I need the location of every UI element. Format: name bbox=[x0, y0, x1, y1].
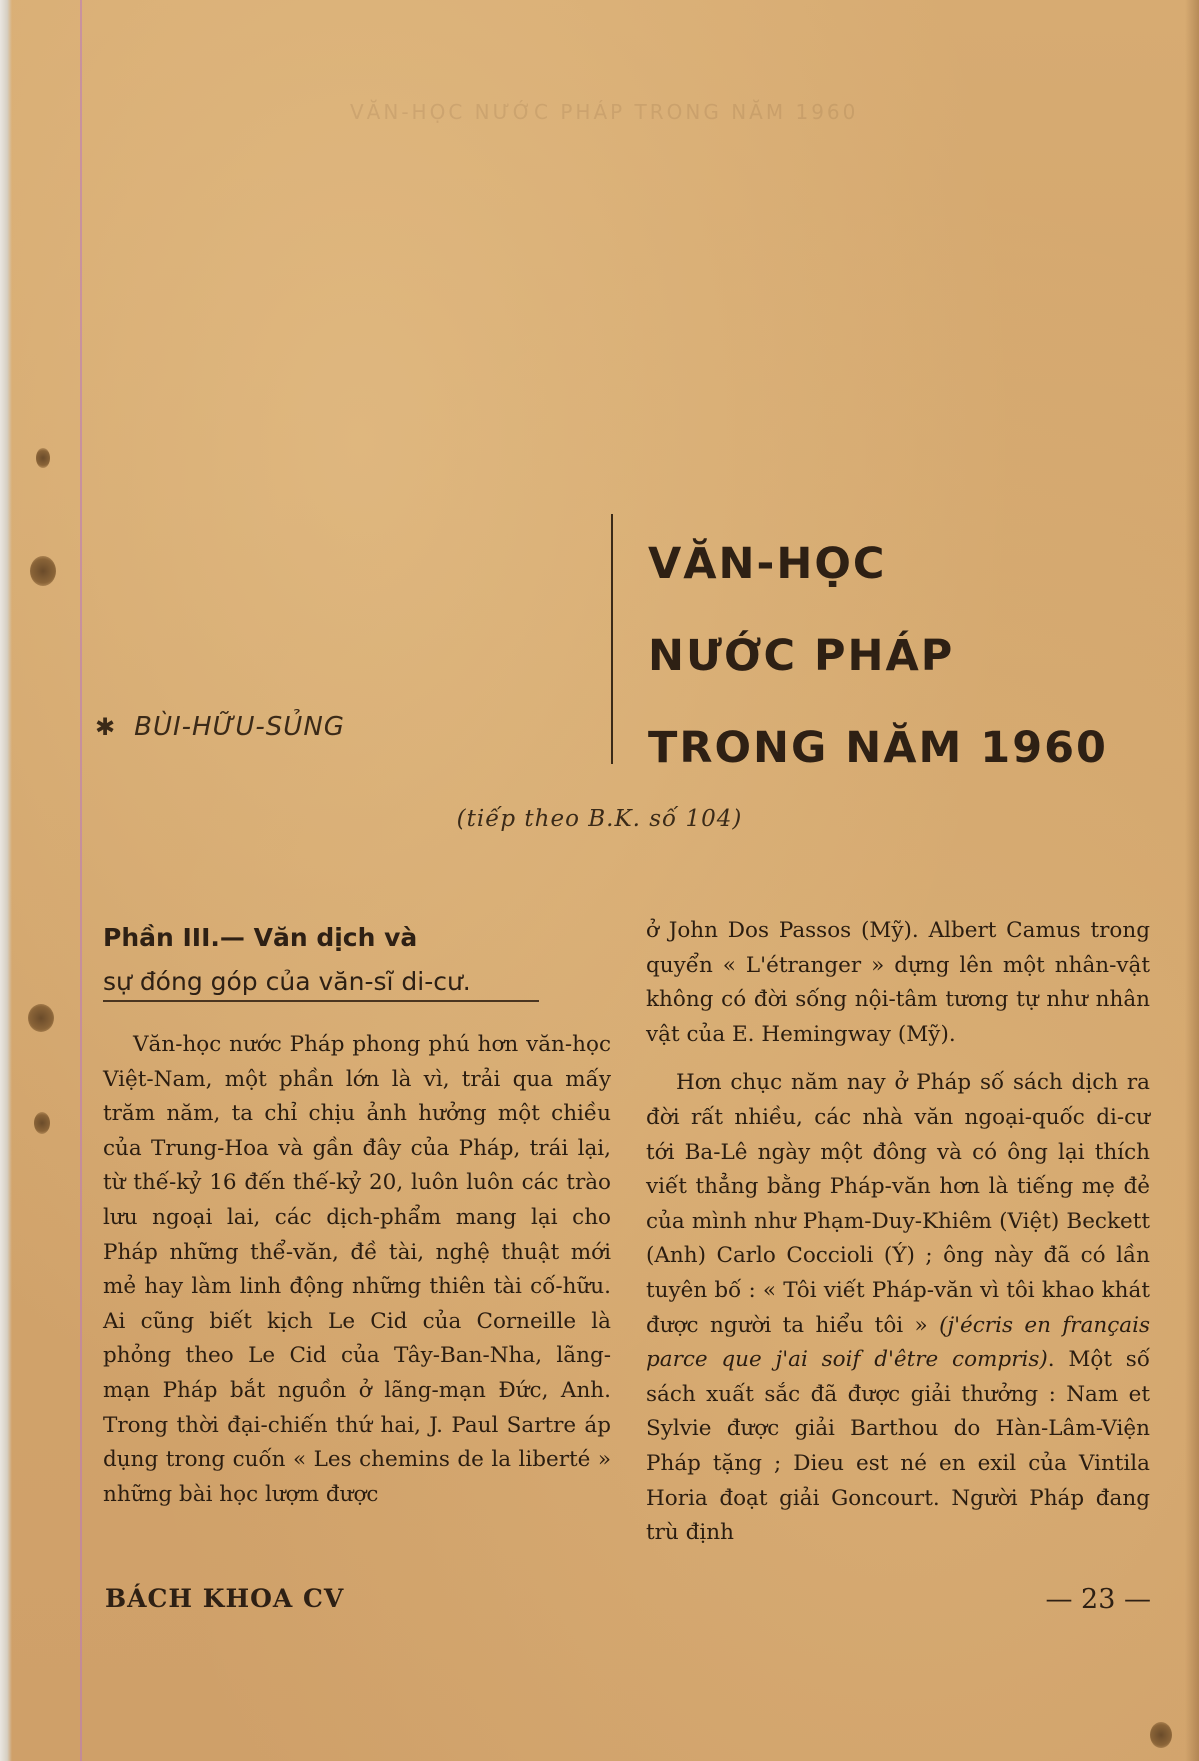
section-heading-line-1: Phần III.— Văn dịch và bbox=[103, 923, 418, 952]
star-icon: ✱ bbox=[95, 713, 117, 741]
right-paragraph-2 bbox=[646, 1066, 1150, 1550]
right-paragraph-1: ở John Dos Passos (Mỹ). Albert Camus trong quyển « L'étranger » dựng lên một nhân-vật không có đời sống nội-tâm tương tự như nhân vật của E. Hemingway (Mỹ). bbox=[646, 918, 1150, 1047]
left-paragraph: Văn-học nước Pháp phong phú hơn văn-học Việt-Nam, một phần lớn là vì, trải qua mấy trăm năm, ta chỉ chịu ảnh hưởng một chiều của Trung-Hoa và gần đây của Pháp, trái lại, từ thế-kỷ 16 đến thế-kỷ 20, luôn luôn các trào lưu ngoại lai, các dịch-phẩm mang lại cho Pháp những thể-văn, đề tài, nghệ thuật mới mẻ hay làm linh động những thiên tài cố-hữu. Ai cũng biết kịch Le Cid của Corneille là phỏng theo Le Cid của Tây-Ban-Nha, lãng-mạn Pháp bắt nguồn ở lãng-mạn Đức, Anh. Trong thời đại-chiến thứ hai, J. Paul Sartre áp dụng trong cuốn « Les chemins de la liberté » những bài học lượm được bbox=[103, 1032, 611, 1507]
right-paragraph-2-b: . Một số sách xuất sắc đã được giải thưởng : Nam et Sylvie được giải Barthou do Hàn-Lâm-Viện Pháp tặng ; Dieu est né en exil của Vintila Horia đoạt giải Goncourt. Người Pháp đang trù định bbox=[646, 1347, 1150, 1546]
french-quote: (j'écris en français parce que j'ai soif d'être compris) bbox=[646, 1312, 1151, 1373]
binding-hole-1 bbox=[36, 448, 50, 468]
scan-right-edge bbox=[1185, 0, 1199, 1761]
margin-line bbox=[80, 0, 82, 1761]
scan-left-edge bbox=[0, 0, 12, 1761]
title-line-2: NƯỚC PHÁP bbox=[648, 631, 955, 681]
author-name: BÙI-HỮU-SỦNG bbox=[134, 712, 345, 742]
corner-stain bbox=[1150, 1722, 1172, 1748]
binding-hole-3 bbox=[28, 1004, 54, 1032]
magazine-name: BÁCH KHOA CV bbox=[105, 1584, 345, 1613]
left-column bbox=[103, 1028, 611, 1512]
title-line-1: VĂN-HỌC bbox=[648, 539, 887, 589]
section-heading bbox=[103, 916, 553, 1004]
bleed-through-text: VĂN-HỌC NƯỚC PHÁP TRONG NĂM 1960 bbox=[350, 100, 859, 124]
title-divider bbox=[611, 514, 613, 764]
author-byline bbox=[95, 712, 345, 742]
title-line-3: TRONG NĂM 1960 bbox=[648, 723, 1108, 773]
section-heading-line-2: sự đóng góp của văn-sĩ di-cư. bbox=[103, 967, 471, 996]
right-column bbox=[646, 914, 1150, 1551]
section-rule bbox=[103, 1000, 539, 1002]
continuation-note: (tiếp theo B.K. số 104) bbox=[456, 806, 743, 832]
binding-hole-2 bbox=[30, 556, 56, 586]
article-title bbox=[648, 518, 1108, 794]
page-number: — 23 — bbox=[1045, 1584, 1151, 1615]
binding-hole-4 bbox=[34, 1112, 50, 1134]
right-paragraph-2-a: Hơn chục năm nay ở Pháp số sách dịch ra đời rất nhiều, các nhà văn ngoại-quốc di-cư tới Ba-Lê ngày một đông và có ông lại thích viết thẳng bằng Pháp-văn hơn là tiếng mẹ đẻ của mình như Phạm-Duy-Khiêm (Việt) Beckett (Anh) Carlo Coccioli (Ý) ; ông này đã có lần tuyên bố : « Tôi viết Pháp-văn vì tôi khao khát được người ta hiểu tôi » bbox=[646, 1070, 1150, 1338]
